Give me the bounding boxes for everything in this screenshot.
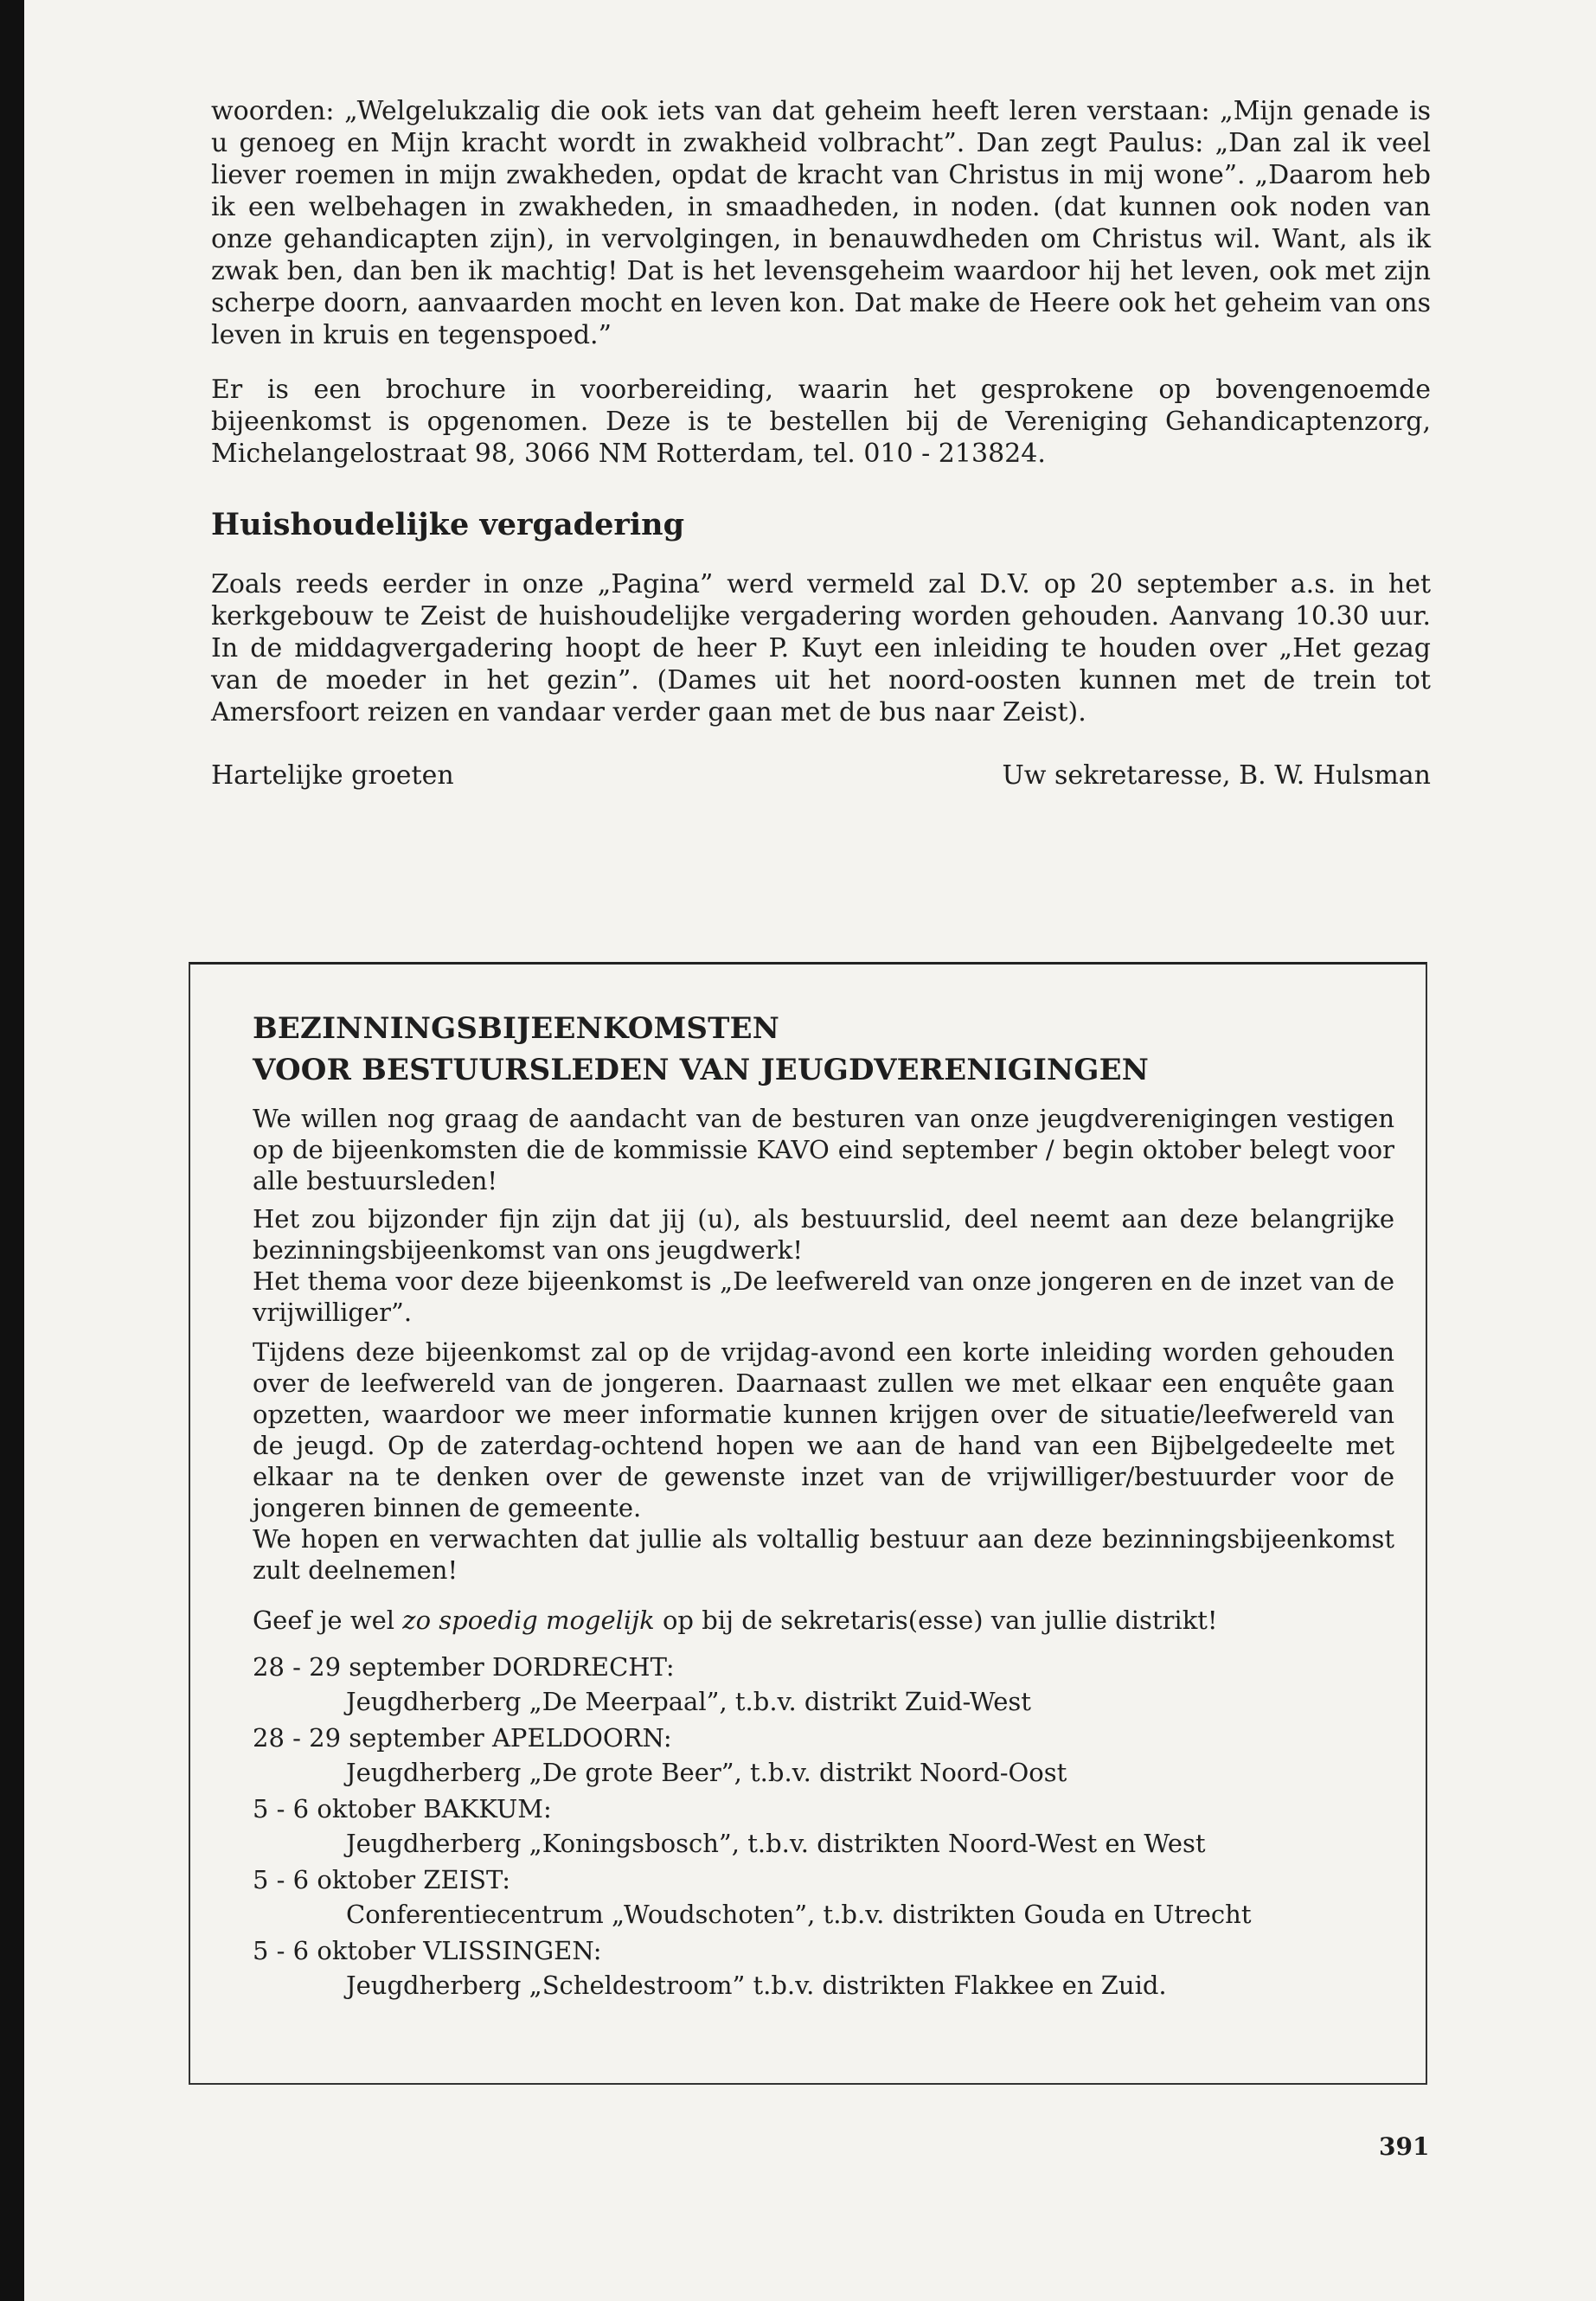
notice-paragraph-2: Het zou bijzonder fijn zijn dat jij (u), als bestuurslid, deel neemt aan deze belangrijke bezinningsbijeenkomst van ons jeugdwerk! — [253, 1204, 1394, 1265]
scan-edge — [0, 0, 24, 2301]
greeting-row — [211, 760, 1431, 792]
schedule-date: 28 - 29 september APELDOORN: — [253, 1723, 672, 1753]
meeting-heading: Huishoudelijke vergadering — [211, 507, 685, 542]
p6-after: op bij de sekretaris(esse) van jullie distrikt! — [654, 1606, 1218, 1635]
schedule-place: Jeugdherberg „Koningsbosch”, t.b.v. distrikten Noord-West en West — [346, 1829, 1206, 1858]
schedule-place: Conferentiecentrum „Woudschoten”, t.b.v. distrikten Gouda en Utrecht — [346, 1900, 1252, 1929]
schedule-place: Jeugdherberg „De grote Beer”, t.b.v. distrikt Noord-Oost — [346, 1758, 1067, 1787]
notice-title-line-2: VOOR BESTUURSLEDEN VAN JEUGDVERENIGINGEN — [253, 1053, 1149, 1087]
notice-box — [189, 962, 1427, 2085]
notice-paragraph-3: Het thema voor deze bijeenkomst is „De leefwereld van onze jongeren en de inzet van de vrijwilliger”. — [253, 1266, 1394, 1327]
notice-paragraph-6 — [253, 1605, 1394, 1636]
notice-title-line-1: BEZINNINGSBIJEENKOMSTEN — [253, 1011, 780, 1046]
p6-emphasis: zo spoedig mogelijk — [402, 1606, 655, 1635]
schedule-place: Jeugdherberg „De Meerpaal”, t.b.v. distrikt Zuid-West — [346, 1687, 1031, 1716]
notice-paragraph-4: Tijdens deze bijeenkomst zal op de vrijdag-avond een korte inleiding worden gehouden over de leefwereld van de jongeren. Daarnaast zullen we met elkaar een enquête gaan opzetten, waardoor we meer informatie kunnen krijgen over de situatie/leefwereld van de jeugd. Op de zaterdag-ochtend hopen we aan de hand van een Bijbelgedeelte met elkaar na te denken over de gewenste inzet van de vrijwilliger/bestuurder voor de jongeren binnen de gemeente. — [253, 1337, 1394, 1522]
notice-paragraph-1: We willen nog graag de aandacht van de besturen van onze jeugdverenigingen vestigen op de bijeenkomsten die de kommissie KAVO eind september / begin oktober belegt voor alle bestuursleden! — [253, 1104, 1394, 1195]
greeting: Hartelijke groeten — [211, 760, 454, 791]
notice-paragraph-5: We hopen en verwachten dat jullie als voltallig bestuur aan deze bezinningsbijeenkomst zult deelnemen! — [253, 1524, 1394, 1585]
schedule-date: 5 - 6 oktober ZEIST: — [253, 1865, 511, 1894]
p6-before: Geef je wel — [253, 1606, 403, 1635]
schedule-date: 28 - 29 september DORDRECHT: — [253, 1652, 675, 1682]
letter-paragraph-2: Er is een brochure in voorbereiding, waarin het gesprokene op bovengenoemde bijeenkomst is opgenomen. Deze is te bestellen bij de Vereniging Gehandicaptenzorg, Michelangelostraat 98, 3066 NM Rotterdam, tel. 010 - 213824. — [211, 375, 1431, 469]
schedule-list — [253, 1650, 1394, 2003]
letter-paragraph-1: woorden: „Welgelukzalig die ook iets van dat geheim heeft leren verstaan: „Mijn genade is u genoeg en Mijn kracht wordt in zwakheid volbracht”. Dan zegt Paulus: „Dan zal ik veel liever roemen in mijn zwakheden, opdat de kracht van Christus in mij wone”. „Daarom heb ik een welbehagen in zwakheden, in smaadheden, in noden. (dat kunnen ook noden van onze gehandicapten zijn), in vervolgingen, in benauwdheden om Christus wil. Want, als ik zwak ben, dan ben ik machtig! Dat is het levensgeheim waardoor hij het leven, ook met zijn scherpe doorn, aanvaarden mocht en leven kon. Dat make de Heere ook het geheim van ons leven in kruis en tegenspoed.” — [211, 96, 1431, 350]
schedule-place: Jeugdherberg „Scheldestroom” t.b.v. distrikten Flakkee en Zuid. — [346, 1971, 1167, 2000]
meeting-paragraph: Zoals reeds eerder in onze „Pagina” werd vermeld zal D.V. op 20 september a.s. in het kerkgebouw te Zeist de huishoudelijke vergadering worden gehouden. Aanvang 10.30 uur. In de middagvergadering hoopt de heer P. Kuyt een inleiding te houden over „Het gezag van de moeder in het gezin”. (Dames uit het noord-oosten kunnen met de trein tot Amersfoort reizen en vandaar verder gaan met de bus naar Zeist). — [211, 569, 1431, 727]
schedule-date: 5 - 6 oktober BAKKUM: — [253, 1794, 552, 1823]
page-number: 391 — [1379, 2132, 1430, 2161]
page-content — [211, 95, 1431, 792]
schedule-date: 5 - 6 oktober VLISSINGEN: — [253, 1936, 602, 1965]
signature: Uw sekretaresse, B. W. Hulsman — [1002, 760, 1431, 791]
notice-content — [253, 1008, 1394, 2004]
